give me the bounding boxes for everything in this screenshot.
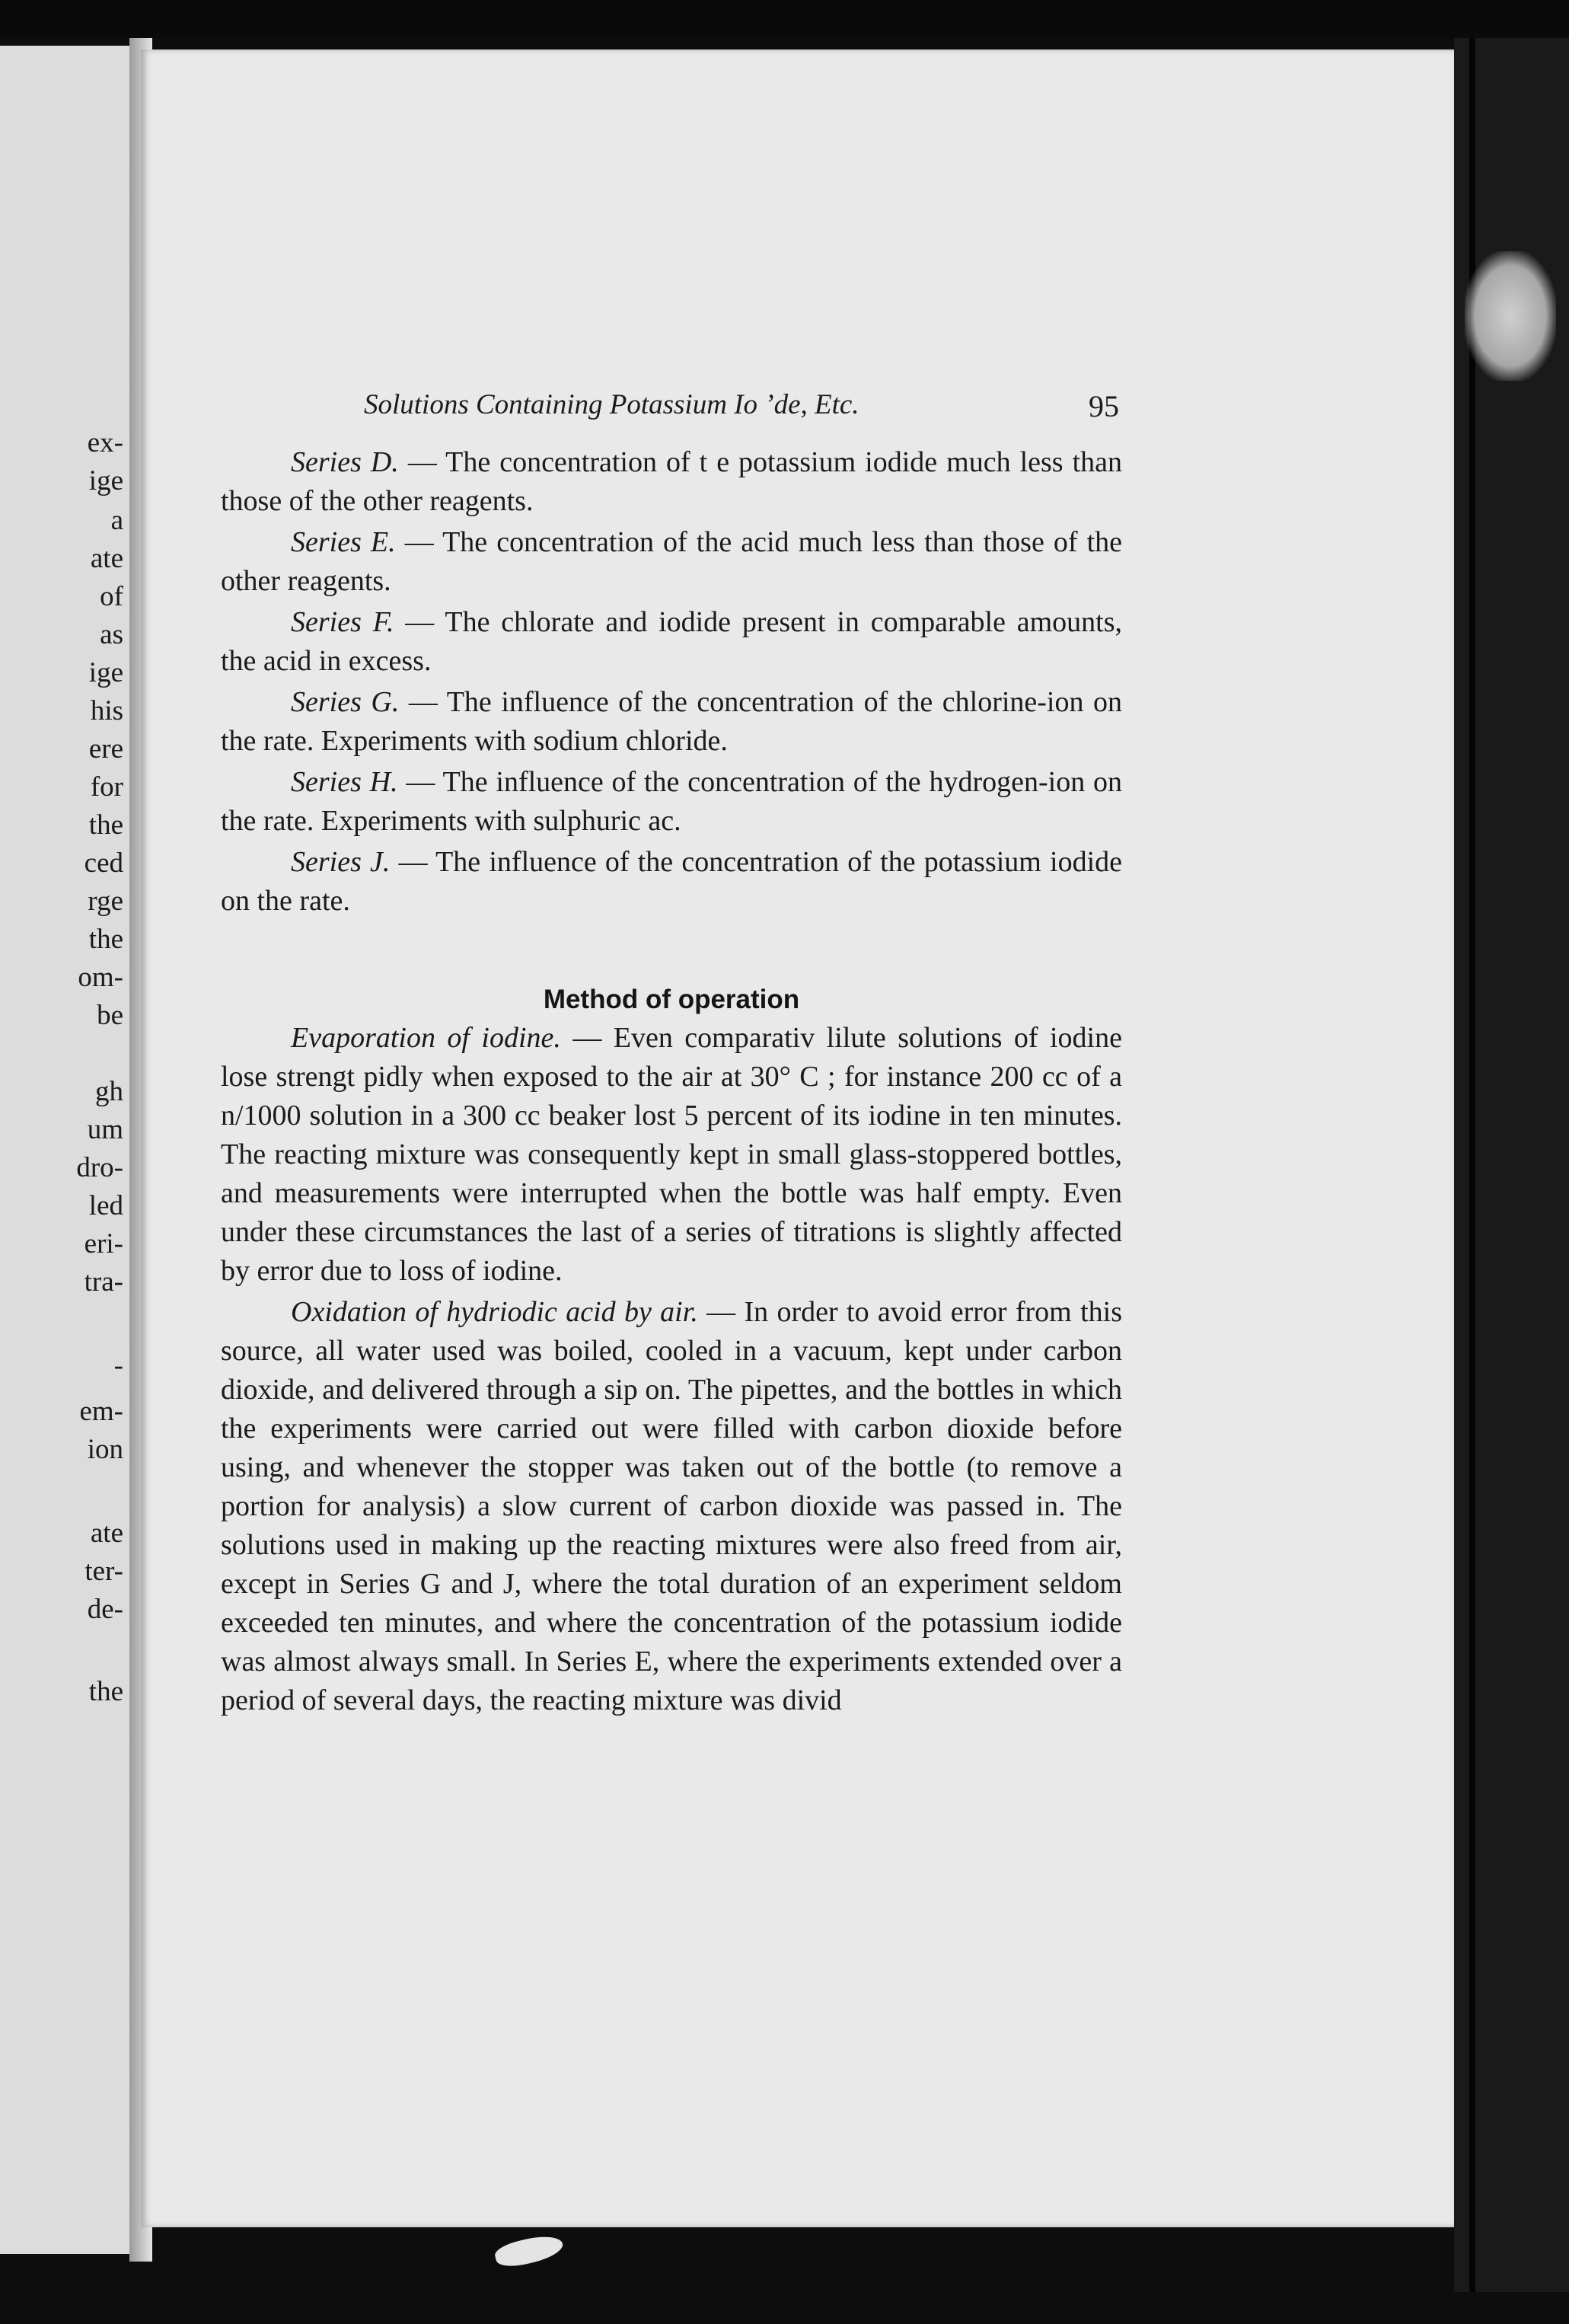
facing-page-word-fragment: de- xyxy=(87,1594,123,1625)
series-list xyxy=(221,443,1122,923)
facing-page-word-fragment: his xyxy=(90,695,123,726)
paragraph-lead: Evaporation of iodine. xyxy=(291,1022,561,1054)
series-label: Series G. xyxy=(291,686,400,718)
facing-page-word-fragment: em- xyxy=(79,1396,123,1427)
facing-page-word-fragment: ere xyxy=(88,733,123,765)
series-text: — The influence of the concentration of the chlorine-ion on the rate. Experiments with sodium chloride. xyxy=(221,686,1123,757)
paper-damage-blot xyxy=(1465,251,1556,381)
facing-page-word-fragment: gh xyxy=(95,1076,123,1107)
facing-page-word-fragment: ex- xyxy=(87,427,123,458)
facing-page-word-fragment: dro- xyxy=(76,1152,123,1183)
facing-page-word-fragment: ced xyxy=(84,848,123,879)
series-label: Series J. xyxy=(291,846,391,878)
series-item xyxy=(221,523,1122,601)
running-header: Solutions Containing Potassium Io ’de, Etc. xyxy=(364,389,859,420)
facing-page-word-fragment: um xyxy=(87,1114,123,1145)
paragraph-text: — Even comparativ lilute solutions of iodine lose strengt pidly when exposed to the air at 30° C ; for instance 200 cc of a n/1000 solution in a 300 cc beaker lost 5 percent of its iodine in ten minutes. The reacting mixture was consequently kept in small glass-stoppered bottles, and measurements were interrupted when the bottle was half empty. Even under these circumstances the last of a series of titrations is slightly affected by error due to loss of iodine. xyxy=(221,1022,1122,1287)
method-paragraph xyxy=(221,1293,1122,1720)
series-item xyxy=(221,443,1122,521)
paragraph-lead: Oxidation of hydriodic acid by air. xyxy=(291,1296,698,1328)
facing-page-fragment xyxy=(0,46,137,2254)
facing-page-word-fragment: rge xyxy=(88,886,123,917)
method-body xyxy=(221,1019,1122,1722)
facing-page-word-fragment: tra- xyxy=(84,1266,123,1298)
paragraph-text: — In order to avoid error from this source, all water used was boiled, cooled in a vacuum, kept under carbon dioxide, and delivered through a sip on. The pipettes, and the bottles in which the experiments were carried out were filled with carbon dioxide before using, and whenever the stopper was taken out of the bottle (to remove a portion for analysis) a slow current of carbon dioxide was passed in. The solutions used in making up the reacting mixtures were also freed from air, except in Series G and J, where the total duration of an experiment seldom exceeded ten minutes, and where the concentration of the potassium iodide was almost always small. In Series E, where the experiments extended over a period of several days, the reacting mixture was divid xyxy=(221,1296,1122,1716)
facing-page-word-fragment: for xyxy=(90,771,123,803)
section-heading: Method of operation xyxy=(543,985,800,1014)
series-item xyxy=(221,763,1122,841)
facing-page-word-fragment: of xyxy=(100,581,123,612)
facing-page-word-fragment: ter- xyxy=(85,1556,123,1587)
series-label: Series E. xyxy=(291,526,396,558)
series-text: — The influence of the concentration of the potassium iodide on the rate. xyxy=(221,846,1123,917)
series-item xyxy=(221,843,1122,921)
scan-border-top xyxy=(0,0,1569,38)
facing-page-word-fragment: eri- xyxy=(84,1228,123,1259)
method-paragraph xyxy=(221,1019,1122,1291)
facing-page-word-fragment: - xyxy=(113,1350,123,1381)
facing-page-word-fragment: the xyxy=(88,809,123,841)
facing-page-word-fragment: ige xyxy=(88,657,123,688)
series-text: — The concentration of t e potassium iodide much less than those of the other reagents. xyxy=(221,446,1122,517)
series-label: Series H. xyxy=(291,766,398,798)
facing-page-word-fragment: be xyxy=(97,1000,123,1031)
series-label: Series D. xyxy=(291,446,399,478)
facing-page-word-fragment: om- xyxy=(78,962,123,993)
facing-page-word-fragment: led xyxy=(88,1190,123,1221)
facing-page-word-fragment: ion xyxy=(87,1434,123,1465)
scan-border-right xyxy=(1454,38,1569,2292)
facing-page-word-fragment: ige xyxy=(88,465,123,496)
series-text: — The concentration of the acid much less than those of the other reagents. xyxy=(221,526,1123,597)
facing-page-word-fragment: the xyxy=(88,1676,123,1707)
page-number: 95 xyxy=(1089,389,1119,423)
facing-page-word-fragment: ate xyxy=(90,1518,123,1549)
facing-page-word-fragment: as xyxy=(100,619,123,650)
series-label: Series F. xyxy=(291,606,394,638)
scan-debris-mark xyxy=(493,2231,565,2271)
series-item xyxy=(221,603,1122,681)
series-item xyxy=(221,683,1122,761)
series-text: — The influence of the concentration of the hydrogen-ion on the rate. Experiments with sulphuric ac. xyxy=(221,766,1122,837)
facing-page-word-fragment: the xyxy=(88,924,123,955)
series-text: — The chlorate and iodide present in comparable amounts, the acid in excess. xyxy=(221,606,1123,677)
facing-page-word-fragment: ate xyxy=(90,543,123,574)
facing-page-word-fragment: a xyxy=(110,505,123,536)
